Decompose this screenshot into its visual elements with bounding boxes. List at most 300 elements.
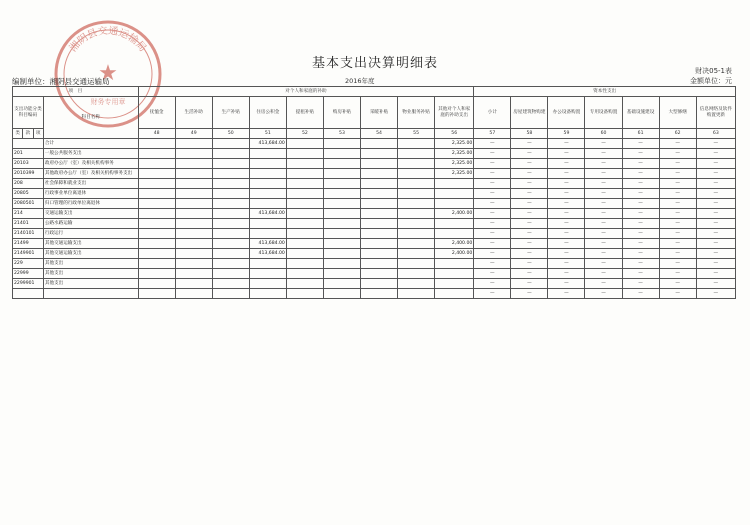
col-header-58: 房屋建筑物购建 — [511, 97, 548, 129]
currency-unit: 金额单位：元 — [690, 77, 732, 85]
cell-52 — [286, 259, 323, 269]
cell-58: — — [511, 279, 548, 289]
row-name: 行政事业单位离退休 — [43, 189, 138, 199]
cell-56 — [435, 189, 474, 199]
cell-54 — [360, 169, 397, 179]
cell-48 — [138, 219, 175, 229]
col-header-57: 小计 — [474, 97, 511, 129]
cell-60: — — [585, 159, 622, 169]
cell-61: — — [622, 159, 659, 169]
cell-59: — — [548, 279, 585, 289]
table-row — [13, 199, 736, 209]
cell-56 — [435, 219, 474, 229]
cell-63: — — [696, 279, 735, 289]
cell-61: — — [622, 139, 659, 149]
cell-54 — [360, 159, 397, 169]
svg-text:★: ★ — [98, 61, 118, 86]
cell-59: — — [548, 229, 585, 239]
cell-57: — — [474, 219, 511, 229]
subject-name-header: 科目名称 — [43, 97, 138, 139]
cell-51 — [249, 279, 286, 289]
row-name: 社会保障和就业支出 — [43, 179, 138, 189]
cell-49 — [175, 219, 212, 229]
cell-53 — [323, 279, 360, 289]
row-name: 交通运输支出 — [43, 209, 138, 219]
cell-57: — — [474, 279, 511, 289]
cell-53 — [323, 189, 360, 199]
cell-60: — — [585, 269, 622, 279]
cell-55 — [398, 149, 435, 159]
cell-53 — [323, 249, 360, 259]
cell-50 — [212, 159, 249, 169]
cell-51 — [249, 219, 286, 229]
cell-52 — [286, 179, 323, 189]
cell-48 — [138, 149, 175, 159]
cell-50 — [212, 189, 249, 199]
cell-62: — — [659, 139, 696, 149]
cell-63: — — [696, 289, 735, 299]
cell-49 — [175, 139, 212, 149]
cell-52 — [286, 239, 323, 249]
cell-58: — — [511, 149, 548, 159]
col-header-62: 大型修缮 — [659, 97, 696, 129]
row-code: 214 — [13, 209, 44, 219]
cell-54 — [360, 259, 397, 269]
cell-60: — — [585, 149, 622, 159]
cell-50 — [212, 239, 249, 249]
col-header-48: 抚恤金 — [138, 97, 175, 129]
cell-61: — — [622, 279, 659, 289]
code-57: 57 — [474, 129, 511, 139]
cell-52 — [286, 249, 323, 259]
cell-55 — [398, 189, 435, 199]
cell-49 — [175, 169, 212, 179]
col-header-51: 住房公积金 — [249, 97, 286, 129]
cell-53 — [323, 239, 360, 249]
cell-58: — — [511, 259, 548, 269]
cell-60: — — [585, 169, 622, 179]
row-name: 其他交通运输支出 — [43, 249, 138, 259]
row-code: 2299901 — [13, 279, 44, 289]
cell-51 — [249, 269, 286, 279]
cell-62: — — [659, 289, 696, 299]
cell-51 — [249, 179, 286, 189]
cell-54 — [360, 179, 397, 189]
cell-49 — [175, 279, 212, 289]
cell-60: — — [585, 239, 622, 249]
cell-63: — — [696, 159, 735, 169]
code-54: 54 — [360, 129, 397, 139]
cell-50 — [212, 289, 249, 299]
cell-57: — — [474, 229, 511, 239]
cell-54 — [360, 229, 397, 239]
cell-52 — [286, 219, 323, 229]
col-header-63: 信息网络及软件购置更新 — [696, 97, 735, 129]
group-personal-header: 对个人和家庭的补助 — [138, 87, 474, 97]
form-number: 财决05-1表 — [695, 67, 732, 75]
row-code: 2080501 — [13, 199, 44, 209]
cell-62: — — [659, 239, 696, 249]
cell-49 — [175, 199, 212, 209]
cell-62: — — [659, 269, 696, 279]
cell-53 — [323, 259, 360, 269]
cell-55 — [398, 219, 435, 229]
cell-50 — [212, 139, 249, 149]
cell-63: — — [696, 209, 735, 219]
cell-57: — — [474, 139, 511, 149]
organization-label: 编制单位： — [12, 77, 50, 86]
cell-55 — [398, 179, 435, 189]
cell-61: — — [622, 249, 659, 259]
cell-52 — [286, 269, 323, 279]
cell-53 — [323, 159, 360, 169]
cell-53 — [323, 139, 360, 149]
cell-61: — — [622, 189, 659, 199]
cell-52 — [286, 209, 323, 219]
cell-56: 2,325.00 — [435, 159, 474, 169]
cell-57: — — [474, 209, 511, 219]
cell-59: — — [548, 289, 585, 299]
cell-50 — [212, 149, 249, 159]
cell-58: — — [511, 199, 548, 209]
cell-53 — [323, 149, 360, 159]
cell-62: — — [659, 259, 696, 269]
cell-53 — [323, 179, 360, 189]
cell-59: — — [548, 159, 585, 169]
cell-61: — — [622, 259, 659, 269]
cell-62: — — [659, 229, 696, 239]
row-name: 一般公共服务支出 — [43, 149, 138, 159]
table-row — [13, 279, 736, 289]
code-48: 48 — [138, 129, 175, 139]
table-row — [13, 269, 736, 279]
cell-49 — [175, 239, 212, 249]
table-row — [13, 149, 736, 159]
cell-52 — [286, 159, 323, 169]
row-code: 2140101 — [13, 229, 44, 239]
cell-51 — [249, 159, 286, 169]
row-code: 22999 — [13, 269, 44, 279]
cell-50 — [212, 179, 249, 189]
cell-60: — — [585, 229, 622, 239]
row-code: 21499 — [13, 239, 44, 249]
cell-58: — — [511, 179, 548, 189]
table-row — [13, 189, 736, 199]
cell-59: — — [548, 249, 585, 259]
cell-55 — [398, 259, 435, 269]
row-name: 政府办公厅（室）及相关机构事务 — [43, 159, 138, 169]
organization-name: 湘阴县交通运输局 — [49, 77, 110, 86]
cell-63: — — [696, 189, 735, 199]
cell-59: — — [548, 219, 585, 229]
cell-53 — [323, 209, 360, 219]
cell-51: 413,684.00 — [249, 239, 286, 249]
cell-58: — — [511, 209, 548, 219]
cell-48 — [138, 189, 175, 199]
cell-61: — — [622, 169, 659, 179]
cell-53 — [323, 289, 360, 299]
cell-49 — [175, 269, 212, 279]
table-row — [13, 259, 736, 269]
cell-55 — [398, 169, 435, 179]
cell-48 — [138, 139, 175, 149]
cell-54 — [360, 149, 397, 159]
cell-54 — [360, 219, 397, 229]
row-code — [13, 139, 44, 149]
row-name: 其他支出 — [43, 269, 138, 279]
cell-56: 2,400.00 — [435, 239, 474, 249]
cell-60: — — [585, 249, 622, 259]
table-row — [13, 249, 736, 259]
cell-56 — [435, 269, 474, 279]
cell-62: — — [659, 209, 696, 219]
cell-51 — [249, 149, 286, 159]
cell-59: — — [548, 139, 585, 149]
cell-55 — [398, 279, 435, 289]
cell-63: — — [696, 219, 735, 229]
table-row — [13, 169, 736, 179]
cell-50 — [212, 209, 249, 219]
cell-58: — — [511, 289, 548, 299]
cell-49 — [175, 289, 212, 299]
cell-54 — [360, 269, 397, 279]
cell-59: — — [548, 209, 585, 219]
table-row — [13, 229, 736, 239]
cell-48 — [138, 159, 175, 169]
cell-57: — — [474, 269, 511, 279]
cell-48 — [138, 239, 175, 249]
cell-59: — — [548, 199, 585, 209]
cell-60: — — [585, 189, 622, 199]
cell-54 — [360, 189, 397, 199]
row-name: 其他交通运输支出 — [43, 239, 138, 249]
cell-63: — — [696, 269, 735, 279]
col-header-59: 办公设备购置 — [548, 97, 585, 129]
cell-56: 2,325.00 — [435, 149, 474, 159]
table-row — [13, 159, 736, 169]
row-name: 合计 — [43, 139, 138, 149]
col-header-50: 生产补贴 — [212, 97, 249, 129]
cell-60: — — [585, 219, 622, 229]
cell-48 — [138, 169, 175, 179]
svg-text:财务专用章: 财务专用章 — [90, 98, 126, 106]
cell-49 — [175, 149, 212, 159]
row-name: 其他政府办公厅（室）及相关机构事务支出 — [43, 169, 138, 179]
cell-59: — — [548, 169, 585, 179]
cell-56: 2,325.00 — [435, 169, 474, 179]
code-60: 60 — [585, 129, 622, 139]
row-code — [13, 289, 44, 299]
code-49: 49 — [175, 129, 212, 139]
cell-58: — — [511, 169, 548, 179]
row-name: 公路水路运输 — [43, 219, 138, 229]
cell-50 — [212, 219, 249, 229]
col-header-60: 专用设备购置 — [585, 97, 622, 129]
cell-56: 2,325.00 — [435, 139, 474, 149]
cell-57: — — [474, 189, 511, 199]
cell-55 — [398, 139, 435, 149]
cell-52 — [286, 199, 323, 209]
cell-50 — [212, 269, 249, 279]
section-header: 项 目 — [13, 87, 139, 97]
cell-52 — [286, 169, 323, 179]
cell-55 — [398, 289, 435, 299]
func-code-header: 支出功能分类科目编码 — [13, 97, 44, 129]
cell-51 — [249, 229, 286, 239]
col-header-54: 采暖补贴 — [360, 97, 397, 129]
cell-58: — — [511, 239, 548, 249]
cell-54 — [360, 239, 397, 249]
cell-52 — [286, 289, 323, 299]
cell-59: — — [548, 239, 585, 249]
group-capital-header: 资本性支出 — [474, 87, 736, 97]
cell-56: 2,400.00 — [435, 209, 474, 219]
cell-50 — [212, 229, 249, 239]
cell-58: — — [511, 159, 548, 169]
cell-63: — — [696, 239, 735, 249]
col-header-53: 购房补贴 — [323, 97, 360, 129]
cell-57: — — [474, 249, 511, 259]
cell-53 — [323, 229, 360, 239]
cell-55 — [398, 229, 435, 239]
row-code: 201 — [13, 149, 44, 159]
expenditure-table — [12, 86, 736, 299]
cell-49 — [175, 189, 212, 199]
cell-56 — [435, 229, 474, 239]
cell-60: — — [585, 259, 622, 269]
cell-49 — [175, 209, 212, 219]
cell-54 — [360, 199, 397, 209]
row-code: 229 — [13, 259, 44, 269]
cell-48 — [138, 199, 175, 209]
cell-58: — — [511, 229, 548, 239]
cell-60: — — [585, 209, 622, 219]
cell-55 — [398, 249, 435, 259]
code-59: 59 — [548, 129, 585, 139]
code-55: 55 — [398, 129, 435, 139]
code-63: 63 — [696, 129, 735, 139]
cell-58: — — [511, 219, 548, 229]
cell-49 — [175, 159, 212, 169]
cell-61: — — [622, 239, 659, 249]
cell-53 — [323, 199, 360, 209]
cell-51: 413,684.00 — [249, 249, 286, 259]
cell-49 — [175, 249, 212, 259]
col-header-56: 其他对个人和家庭的补助支出 — [435, 97, 474, 129]
cell-57: — — [474, 239, 511, 249]
cell-49 — [175, 229, 212, 239]
cell-54 — [360, 249, 397, 259]
cell-55 — [398, 239, 435, 249]
cell-58: — — [511, 139, 548, 149]
cell-61: — — [622, 179, 659, 189]
cell-55 — [398, 209, 435, 219]
cell-61: — — [622, 229, 659, 239]
cell-56 — [435, 259, 474, 269]
code-62: 62 — [659, 129, 696, 139]
svg-text:湘阴县交通运输局: 湘阴县交通运输局 — [67, 25, 149, 55]
cell-55 — [398, 159, 435, 169]
cell-60: — — [585, 289, 622, 299]
code-61: 61 — [622, 129, 659, 139]
table-row — [13, 209, 736, 219]
cell-51 — [249, 189, 286, 199]
cell-57: — — [474, 289, 511, 299]
cell-58: — — [511, 189, 548, 199]
cell-53 — [323, 169, 360, 179]
cell-58: — — [511, 269, 548, 279]
cell-48 — [138, 259, 175, 269]
cell-63: — — [696, 169, 735, 179]
cell-61: — — [622, 289, 659, 299]
cell-50 — [212, 259, 249, 269]
cell-52 — [286, 149, 323, 159]
table-row — [13, 139, 736, 149]
cell-53 — [323, 219, 360, 229]
cell-57: — — [474, 179, 511, 189]
col-header-49: 生活补助 — [175, 97, 212, 129]
cell-60: — — [585, 199, 622, 209]
col-header-61: 基础设施建设 — [622, 97, 659, 129]
cell-56 — [435, 199, 474, 209]
cell-51 — [249, 199, 286, 209]
table-row — [13, 239, 736, 249]
row-code: 2010399 — [13, 169, 44, 179]
col-header-55: 物业服务补贴 — [398, 97, 435, 129]
cell-62: — — [659, 279, 696, 289]
cell-50 — [212, 169, 249, 179]
cell-62: — — [659, 169, 696, 179]
cell-57: — — [474, 259, 511, 269]
row-code: 208 — [13, 179, 44, 189]
cell-51: 413,684.00 — [249, 139, 286, 149]
cell-63: — — [696, 259, 735, 269]
cell-63: — — [696, 149, 735, 159]
code-56: 56 — [435, 129, 474, 139]
code-53: 53 — [323, 129, 360, 139]
cell-48 — [138, 289, 175, 299]
table-row — [13, 289, 736, 299]
cell-56 — [435, 279, 474, 289]
row-code: 2149901 — [13, 249, 44, 259]
cell-62: — — [659, 189, 696, 199]
cell-52 — [286, 229, 323, 239]
cell-62: — — [659, 159, 696, 169]
cell-60: — — [585, 139, 622, 149]
cell-62: — — [659, 179, 696, 189]
cell-55 — [398, 199, 435, 209]
cell-50 — [212, 249, 249, 259]
cell-56 — [435, 179, 474, 189]
xiang-header: 项 — [33, 129, 43, 139]
cell-58: — — [511, 249, 548, 259]
fiscal-year: 2016年度 — [345, 77, 375, 85]
cell-56: 2,400.00 — [435, 249, 474, 259]
cell-49 — [175, 259, 212, 269]
cell-61: — — [622, 269, 659, 279]
cell-59: — — [548, 269, 585, 279]
row-name — [43, 289, 138, 299]
cell-52 — [286, 189, 323, 199]
cell-62: — — [659, 219, 696, 229]
cell-59: — — [548, 259, 585, 269]
cell-49 — [175, 179, 212, 189]
cell-50 — [212, 199, 249, 209]
cell-52 — [286, 139, 323, 149]
cell-51: 413,684.00 — [249, 209, 286, 219]
page-title: 基本支出决算明细表 — [311, 56, 438, 71]
table-row — [13, 179, 736, 189]
